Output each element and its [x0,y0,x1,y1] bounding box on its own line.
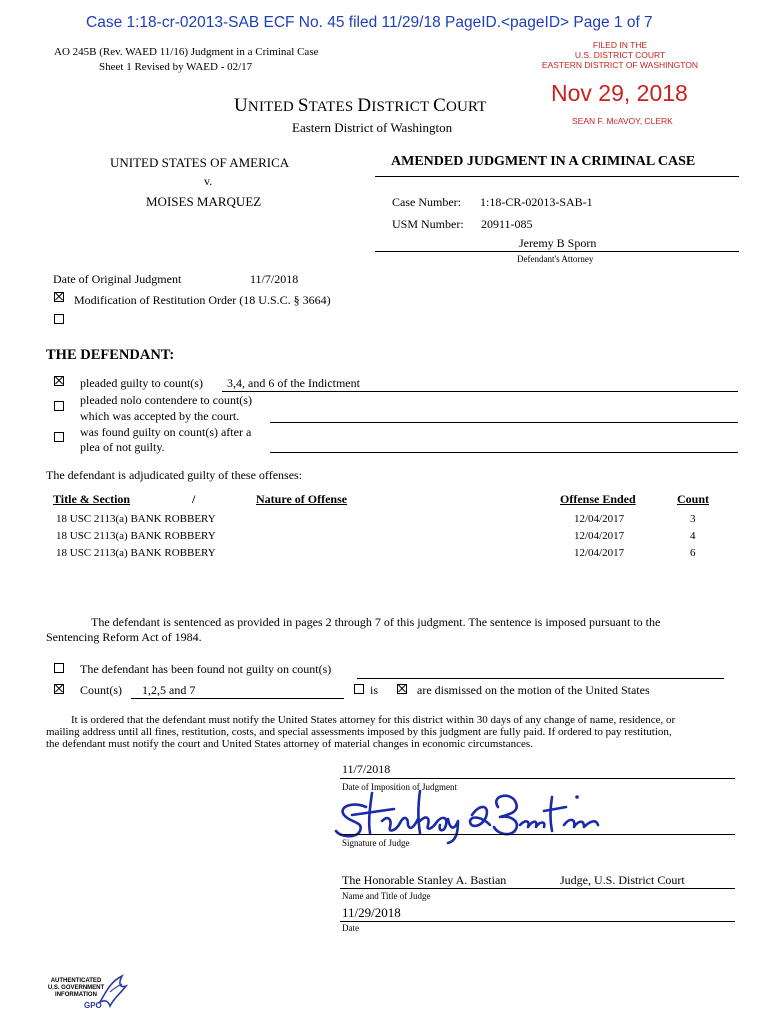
filed-stamp-line-3: EASTERN DISTRICT OF WASHINGTON [541,60,699,70]
modification-checkbox[interactable] [54,292,64,302]
nolo-line-2: which was accepted by the court. [80,409,240,423]
sentence-line-2: Sentencing Reform Act of 1984. [46,630,202,644]
pleaded-guilty-rule [222,391,738,392]
versus: v. [204,174,213,188]
court-title-part: NITED [247,99,298,115]
offense-desc: 18 USC 2113(a) BANK ROBBERY [56,547,216,559]
attorney-name: Jeremy B Sporn [519,236,597,250]
eagle-icon [96,972,130,1008]
counts-value: 1,2,5 and 7 [142,683,196,697]
not-guilty-rule [357,678,724,679]
notice-line-3: the defendant must notify the court and United States attorney of material changes in economic circumstances. [46,738,533,750]
judge-name: The Honorable Stanley A. Bastian [342,873,507,887]
name-title-label: Name and Title of Judge [342,891,431,901]
offense-count: 4 [690,530,696,542]
offenses-intro: The defendant is adjudicated guilty of these offenses: [46,468,303,482]
is-checkbox[interactable] [354,684,364,694]
nolo-rule [270,422,738,423]
court-title-part: D [357,95,372,116]
case-number: 1:18-CR-02013-SAB-1 [480,195,593,209]
is-label: is [370,683,379,697]
form-id-line-2: Sheet 1 Revised by WAED - 02/17 [99,61,253,73]
attorney-label: Defendant's Attorney [517,254,594,264]
filed-stamp-line-1: FILED IN THE [592,40,648,50]
ecf-banner: Case 1:18-cr-02013-SAB ECF No. 45 filed 11/29/18 PageID.<pageID> Page 1 of 7 [86,14,653,31]
signature-label: Signature of Judge [342,838,410,848]
are-checkbox[interactable] [397,684,407,694]
defendant-heading: THE DEFENDANT: [46,347,175,363]
dismissed-text: are dismissed on the motion of the United States [417,683,650,697]
counts-rule [131,698,344,699]
gpo-line-2: U.S. GOVERNMENT [47,985,105,991]
title-rule [375,176,739,177]
date-rule [340,921,735,922]
col-slash: / [192,492,196,506]
counts-dismissed-checkbox[interactable] [54,684,64,694]
found-guilty-line-2: plea of not guilty. [80,440,165,454]
offense-count: 6 [690,547,696,559]
col-nature: Nature of Offense [256,492,348,506]
blank-checkbox[interactable] [54,314,64,324]
not-guilty-checkbox[interactable] [54,663,64,673]
date-label: Date [342,923,359,933]
gpo-line-1: AUTHENTICATED [50,978,102,984]
offense-ended: 12/04/2017 [574,547,625,559]
signature-date: 11/29/2018 [342,905,401,920]
form-id-line-1: AO 245B (Rev. WAED 11/16) Judgment in a Criminal Case [54,46,319,58]
judge-title: Judge, U.S. District Court [560,873,685,887]
signature-rule [340,834,735,835]
imposition-label: Date of Imposition of Judgment [342,782,457,792]
not-guilty-label: The defendant has been found not guilty on count(s) [80,662,332,676]
judgment-title: AMENDED JUDGMENT IN A CRIMINAL CASE [391,154,696,169]
offense-desc: 18 USC 2113(a) BANK ROBBERY [56,530,216,542]
court-title-part: ISTRICT [371,99,434,115]
offense-ended: 12/04/2017 [574,513,625,525]
notice-line-2: mailing address until all fines, restitution, costs, and special assessments imposed by this judgment are fully paid. If ordered to pay restitution, [46,726,672,738]
filed-date: Nov 29, 2018 [551,80,688,106]
case-number-label: Case Number: [392,195,461,209]
court-title [234,95,487,117]
nolo-line-1: pleaded nolo contendere to count(s) [80,393,252,407]
nolo-checkbox[interactable] [54,401,64,411]
notice-line-1: It is ordered that the defendant must notify the United States attorney for this district within 30 days of any change of name, residence, or [71,714,676,726]
offense-desc: 18 USC 2113(a) BANK ROBBERY [56,513,216,525]
usm-label: USM Number: [392,217,464,231]
defendant-name: MOISES MARQUEZ [146,194,262,209]
col-count: Count [677,492,710,506]
modification-text: Modification of Restitution Order (18 U.S.C. § 3664) [74,293,331,307]
usm-number-value: 20911-085 [481,217,533,231]
judge-signature [330,785,610,845]
court-title-part: TATES [308,99,358,115]
name-title-rule [340,888,735,889]
filed-stamp-line-2: U.S. DISTRICT COURT [574,50,666,60]
offense-ended: 12/04/2017 [574,530,625,542]
original-judgment-label: Date of Original Judgment [53,272,182,286]
offense-count: 3 [690,513,696,525]
clerk-name: SEAN F. McAVOY, CLERK [572,116,673,126]
found-guilty-checkbox[interactable] [54,432,64,442]
court-title-part: S [297,95,309,116]
pleaded-guilty-label: pleaded guilty to count(s) [80,376,203,390]
gpo-mark: GPO [84,1001,102,1010]
gpo-line-3: INFORMATION [55,992,97,998]
found-guilty-rule [270,452,738,453]
court-title-part: U [234,95,248,116]
pleaded-guilty-counts: 3,4, and 6 of the Indictment [227,376,360,390]
court-title-part: C [433,95,446,116]
sentence-line-1: The defendant is sentenced as provided in pages 2 through 7 of this judgment. The sentence is imposed pursuant to the [91,615,661,629]
found-guilty-line-1: was found guilty on count(s) after a [80,425,252,439]
counts-label: Count(s) [80,683,122,697]
filed-stamp [500,40,740,70]
district-name: Eastern District of Washington [292,120,453,135]
plaintiff: UNITED STATES OF AMERICA [110,155,290,170]
court-title-part: OURT [445,99,487,115]
original-judgment-date: 11/7/2018 [250,272,299,286]
col-offense-ended: Offense Ended [560,492,636,506]
pleaded-guilty-checkbox[interactable] [54,376,64,386]
attorney-rule [375,251,739,252]
col-title-section: Title & Section [53,492,131,506]
imposition-rule [340,778,735,779]
imposition-date: 11/7/2018 [342,762,391,776]
